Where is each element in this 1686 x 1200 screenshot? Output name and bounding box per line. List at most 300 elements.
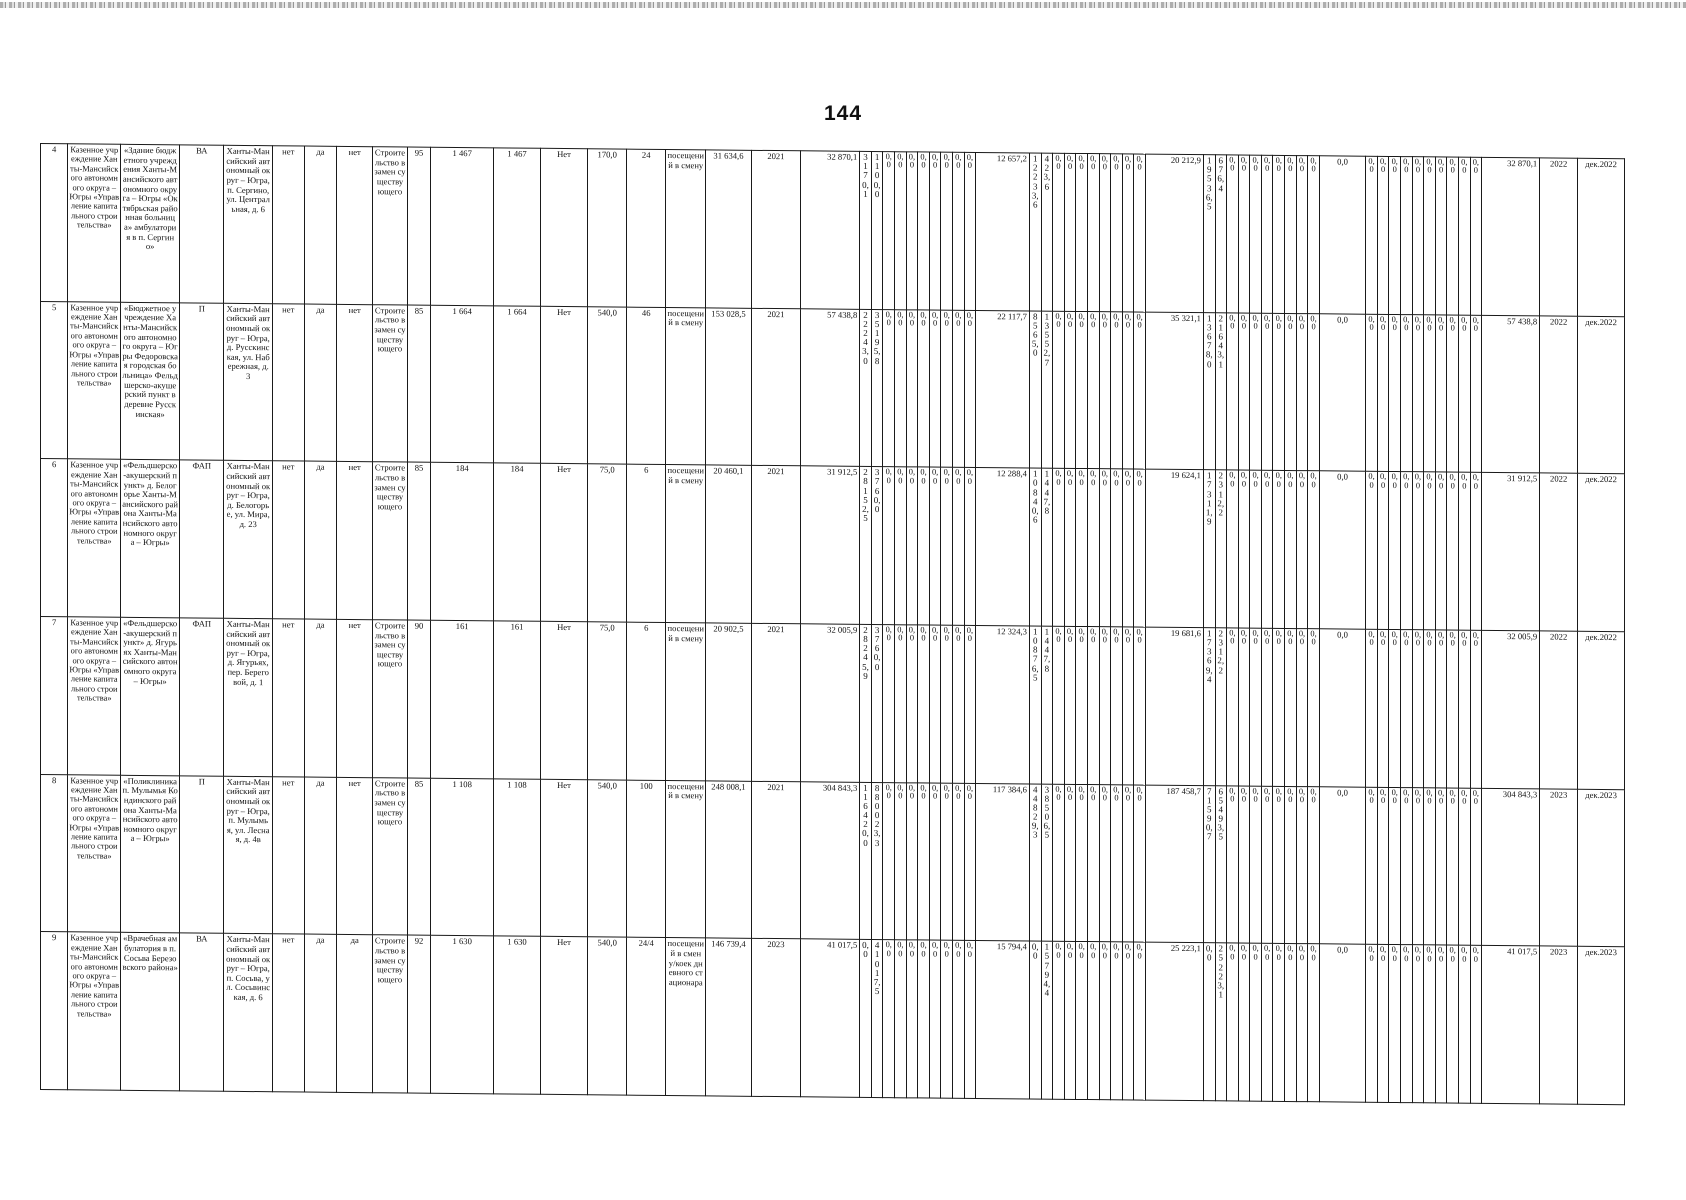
deadline-cell: дек.2022 [1578,158,1625,316]
zero-cell: 0, 0 [1377,787,1389,945]
customer-cell: Казенное учреждение Ханты-Мансийского автономного округа – Югры «Управление капитального строительства» [68,774,121,932]
zero-cell: 0, 0 [1122,469,1134,627]
zero-cell: 0, 0 [1076,942,1088,1100]
year-cell: 2021 [751,150,801,308]
zero-cell: 0, 0 [1470,630,1482,788]
wear-cell: 85 [407,305,430,463]
zero-cell: 0, 0 [1053,153,1065,311]
vertical-value-cell: 3 1 7 0, 1 [860,151,872,309]
zero-cell: 0, 0 [1377,314,1389,472]
zero-cell: 0, 0 [1111,942,1123,1100]
scan-edge [0,2,1686,8]
zero-cell: 0, 0 [1285,155,1297,313]
zero-cell: 0, 0 [953,152,965,310]
zero-cell: 0, 0 [895,625,907,783]
zero-cell: 0, 0 [1401,787,1413,945]
zero-cell: 0, 0 [1087,154,1099,312]
cost-cell: 20 460,1 [706,465,751,623]
wear-cell: 85 [407,462,430,620]
deadline-cell: дек.2023 [1578,789,1625,947]
zero-cell: 0, 0 [1099,942,1111,1100]
zero-cell: 0, 0 [895,467,907,625]
staff-cell: 24/4 [627,937,666,1095]
flag-cell: нет [337,462,373,620]
address-cell: Ханты-Мансийский автономный округ – Югра, д. Белогорье, ул. Мира, д. 23 [224,461,273,619]
zero-cell: 0, 0 [895,782,907,940]
zero-cell: 0, 0 [1377,945,1389,1103]
zero-cell: 0, 0 [1238,313,1250,471]
zero-cell: 0, 0 [1285,944,1297,1102]
vertical-value-cell: 8 5 6 5, 0 [1029,311,1041,469]
zero-total-cell: 0,0 [1319,313,1365,471]
flag-cell: нет [272,619,304,777]
wear-cell: 95 [407,147,430,305]
zero-cell: 0, 0 [1412,787,1424,945]
table-row [41,774,1625,947]
zero-cell: 0, 0 [1435,472,1447,630]
zero-cell: 0, 0 [1389,314,1401,472]
zero-cell: 0, 0 [953,310,965,468]
zero-cell: 0, 0 [1458,157,1470,315]
zero-cell: 0, 0 [1366,314,1378,472]
zero-cell: 0, 0 [1122,154,1134,312]
zero-cell: 0, 0 [1064,469,1076,627]
subtotal-cell: 22 117,7 [976,310,1030,468]
final-total-cell: 41 017,5 [1482,946,1540,1104]
flag-cell: нет [337,619,373,777]
zero-cell: 0, 0 [1064,784,1076,942]
vertical-value-cell: 3 5 1 9 5, 8 [871,309,883,467]
vertical-value-cell: 1 1 6 4 2 0, 0 [860,782,872,940]
work-type-cell: Строительство взамен существующего [373,777,408,935]
capacity-cell: 1 467 [431,147,494,305]
cost-cell: 146 739,4 [706,938,751,1096]
zero-cell: 0, 0 [1064,942,1076,1100]
zero-cell: 0, 0 [1087,784,1099,942]
zero-cell: 0, 0 [906,152,918,310]
zero-cell: 0, 0 [1134,312,1146,470]
vertical-value-cell: 8 8 0 0 2 3, 3 [871,782,883,940]
vertical-value-cell: 6 7 6, 4 [1215,155,1227,313]
object-name-cell: «Здание бюджетного учреждения Ханты-Мансийского автономного округа – Югры «Октябрьская районная больница» амбулатория в п. Сергино» [121,144,180,302]
subtotal-cell: 12 288,4 [976,468,1030,626]
capacity-cell: 1 108 [431,778,494,936]
zero-cell: 0, 0 [1087,942,1099,1100]
zero-cell: 0, 0 [1273,471,1285,629]
zero-cell: 0, 0 [1261,628,1273,786]
vertical-value-cell: 1 0 8 4 0, 6 [1029,468,1041,626]
zero-cell: 0, 0 [918,940,930,1098]
zero-cell: 0, 0 [1424,157,1436,315]
zero-cell: 0, 0 [1296,156,1308,314]
flag-cell: нет [337,777,373,935]
zero-cell: 0, 0 [1366,787,1378,945]
final-total-cell: 32 005,9 [1482,630,1540,788]
zero-cell: 0, 0 [918,152,930,310]
zero-cell: 0, 0 [1435,315,1447,473]
flag-cell: да [304,777,337,935]
object-type-cell: ВА [180,933,224,1091]
zero-cell: 0, 0 [1076,153,1088,311]
vertical-value-cell: 1 3 5 5 2, 7 [1041,311,1053,469]
zero-cell: 0, 0 [1296,313,1308,471]
zero-cell: 0, 0 [1227,628,1239,786]
zero-cell: 0, 0 [1099,154,1111,312]
staff-cell: 100 [627,780,666,938]
zero-cell: 0, 0 [1053,626,1065,784]
zero-cell: 0, 0 [1087,627,1099,785]
zero-cell: 0, 0 [1076,784,1088,942]
zero-cell: 0, 0 [1134,469,1146,627]
customer-cell: Казенное учреждение Ханты-Мансийского автономного округа – Югры «Управление капитального строительства» [68,301,121,459]
zero-cell: 0, 0 [1261,944,1273,1102]
zero-cell: 0, 0 [1389,629,1401,787]
zero-cell: 0, 0 [1366,156,1378,314]
address-cell: Ханты-Мансийский автономный округ – Югра, д. Русскинская, ул. Набережная, д. 3 [224,303,273,461]
zero-cell: 0, 0 [1377,629,1389,787]
zero-cell: 0, 0 [1389,472,1401,630]
zero-cell: 0, 0 [1099,469,1111,627]
wear-cell: 92 [407,935,430,1093]
flag-cell: нет [337,146,373,304]
zero-cell: 0, 0 [1250,786,1262,944]
subtotal-cell: 19 681,6 [1145,627,1203,785]
zero-cell: 0, 0 [1238,470,1250,628]
table-row [41,301,1625,474]
zero-cell: 0, 0 [1447,630,1459,788]
zero-cell: 0, 0 [1261,471,1273,629]
subtotal-cell: 117 384,6 [976,783,1030,941]
zero-cell: 0, 0 [1412,472,1424,630]
zero-cell: 0, 0 [1227,470,1239,628]
zero-cell: 0, 0 [906,625,918,783]
capacity-flag-cell: Нет [540,779,587,937]
zero-cell: 0, 0 [1308,786,1320,944]
zero-cell: 0, 0 [1296,629,1308,787]
zero-cell: 0, 0 [1458,630,1470,788]
table-row [41,144,1625,317]
capacity-cell: 1 630 [431,936,494,1094]
work-type-cell: Строительство взамен существующего [373,620,408,778]
row-number: 4 [41,144,68,302]
table-wrapper [40,143,1625,1105]
zero-cell: 0, 0 [941,152,953,310]
subtotal-cell: 15 794,4 [976,941,1030,1099]
capacity-cell: 1 108 [494,778,540,936]
zero-cell: 0, 0 [1412,314,1424,472]
flag-cell: нет [337,304,373,462]
final-total-cell: 32 870,1 [1482,157,1540,315]
zero-cell: 0, 0 [1122,312,1134,470]
zero-cell: 0, 0 [1285,628,1297,786]
zero-cell: 0, 0 [1273,786,1285,944]
zero-cell: 0, 0 [953,783,965,941]
zero-cell: 0, 0 [941,310,953,468]
zero-cell: 0, 0 [1377,156,1389,314]
capacity-cell: 1 664 [494,306,540,464]
zero-cell: 0, 0 [1366,945,1378,1103]
area-cell: 75,0 [588,622,627,780]
zero-cell: 0, 0 [918,310,930,468]
zero-cell: 0, 0 [1389,787,1401,945]
vertical-value-cell: 1 0 8 7 6, 5 [1029,626,1041,784]
completion-year-cell: 2022 [1540,473,1578,631]
capacity-cell: 184 [431,463,494,621]
zero-cell: 0, 0 [1447,945,1459,1103]
final-total-cell: 304 843,3 [1482,788,1540,946]
zero-cell: 0, 0 [1076,469,1088,627]
completion-year-cell: 2022 [1540,158,1578,316]
vertical-value-cell: 2 8 2 4 5, 9 [860,624,872,782]
zero-cell: 0, 0 [929,467,941,625]
zero-cell: 0, 0 [1087,469,1099,627]
vertical-value-cell: 0, 0 [1029,941,1041,1099]
zero-cell: 0, 0 [1053,942,1065,1100]
zero-cell: 0, 0 [929,625,941,783]
cost-cell: 248 008,1 [706,781,751,939]
total-cell: 32 870,1 [801,151,860,309]
zero-cell: 0, 0 [1401,945,1413,1103]
vertical-value-cell: 1 5 7 9 4, 4 [1041,941,1053,1099]
customer-cell: Казенное учреждение Ханты-Мансийского автономного округа – Югры «Управление капитального строительства» [68,459,121,617]
flag-cell: нет [272,303,304,461]
area-cell: 540,0 [588,779,627,937]
unit-cell: посещений в смену [666,622,706,780]
cost-cell: 31 634,6 [706,150,751,308]
zero-cell: 0, 0 [918,783,930,941]
zero-cell: 0, 0 [1401,630,1413,788]
vertical-value-cell: 3 8 5 0 6, 5 [1041,784,1053,942]
staff-cell: 24 [627,149,666,307]
zero-cell: 0, 0 [1273,155,1285,313]
zero-cell: 0, 0 [1470,946,1482,1104]
zero-cell: 0, 0 [941,940,953,1098]
zero-cell: 0, 0 [1238,786,1250,944]
flag-cell: да [304,934,337,1092]
year-cell: 2021 [751,466,801,624]
zero-cell: 0, 0 [1401,314,1413,472]
object-name-cell: «Поликлиника п. Мулымья Кондинского района Ханты-Мансийского автономного округа – Югры» [121,775,180,933]
object-type-cell: П [180,775,224,933]
area-cell: 540,0 [588,937,627,1095]
vertical-value-cell: 7 1 5 9 0, 7 [1203,785,1215,943]
staff-cell: 6 [627,464,666,622]
capacity-flag-cell: Нет [540,464,587,622]
zero-cell: 0, 0 [1308,156,1320,314]
completion-year-cell: 2022 [1540,631,1578,789]
table-row [41,459,1625,632]
zero-cell: 0, 0 [1401,157,1413,315]
total-cell: 31 912,5 [801,466,860,624]
cost-cell: 153 028,5 [706,308,751,466]
deadline-cell: дек.2023 [1578,947,1625,1105]
zero-cell: 0, 0 [1435,945,1447,1103]
zero-cell: 0, 0 [1470,788,1482,946]
vertical-value-cell: 4 1 0 1 7, 5 [871,940,883,1098]
subtotal-cell: 12 657,2 [976,152,1030,310]
zero-cell: 0, 0 [1366,472,1378,630]
zero-cell: 0, 0 [953,468,965,626]
zero-cell: 0, 0 [1435,157,1447,315]
zero-cell: 0, 0 [941,625,953,783]
row-number: 5 [41,301,68,459]
customer-cell: Казенное учреждение Ханты-Мансийского автономного округа – Югры «Управление капитального строительства» [68,144,121,302]
deadline-cell: дек.2022 [1578,474,1625,632]
unit-cell: посещений в смену [666,465,706,623]
zero-cell: 0, 0 [883,940,895,1098]
zero-cell: 0, 0 [1064,153,1076,311]
zero-cell: 0, 0 [1238,628,1250,786]
vertical-value-cell: 1 1 0 0, 0 [871,151,883,309]
vertical-value-cell: 2 5 2 2 3, 1 [1215,943,1227,1101]
flag-cell: нет [272,146,304,304]
zero-cell: 0, 0 [1250,470,1262,628]
zero-cell: 0, 0 [1134,942,1146,1100]
zero-cell: 0, 0 [1412,157,1424,315]
vertical-value-cell: 1 4 4 7, 8 [1041,468,1053,626]
zero-cell: 0, 0 [1458,472,1470,630]
deadline-cell: дек.2022 [1578,631,1625,789]
zero-cell: 0, 0 [1285,471,1297,629]
object-type-cell: ВА [180,145,224,303]
zero-cell: 0, 0 [1424,945,1436,1103]
staff-cell: 6 [627,622,666,780]
vertical-value-cell: 2 1 6 4 3, 1 [1215,312,1227,470]
capacity-flag-cell: Нет [540,148,587,306]
zero-cell: 0, 0 [883,152,895,310]
subtotal-cell: 19 624,1 [1145,469,1203,627]
total-cell: 32 005,9 [801,624,860,782]
work-type-cell: Строительство взамен существующего [373,935,408,1093]
vertical-value-cell: 3 7 6 0, 0 [871,624,883,782]
subtotal-cell: 25 223,1 [1145,942,1203,1100]
deadline-cell: дек.2022 [1578,316,1625,474]
zero-cell: 0, 0 [1470,473,1482,631]
zero-cell: 0, 0 [1447,472,1459,630]
completion-year-cell: 2023 [1540,789,1578,947]
vertical-value-cell: 3 7 6 0, 0 [871,467,883,625]
address-cell: Ханты-Мансийский автономный округ – Югра, д. Ягурьях, пер. Береговой, д. 1 [224,618,273,776]
zero-cell: 0, 0 [1134,627,1146,785]
zero-cell: 0, 0 [1238,155,1250,313]
zero-cell: 0, 0 [1261,155,1273,313]
zero-cell: 0, 0 [1412,945,1424,1103]
vertical-value-cell: 2 3 1 2, 2 [1215,470,1227,628]
final-total-cell: 57 438,8 [1482,315,1540,473]
capacity-cell: 1 664 [431,305,494,463]
vertical-value-cell: 1 9 5 3 6, 5 [1203,155,1215,313]
vertical-value-cell: 0, 0 [860,940,872,1098]
zero-cell: 0, 0 [1424,787,1436,945]
zero-cell: 0, 0 [929,152,941,310]
zero-cell: 0, 0 [953,941,965,1099]
zero-cell: 0, 0 [1053,784,1065,942]
zero-cell: 0, 0 [1458,315,1470,473]
zero-cell: 0, 0 [1447,315,1459,473]
subtotal-cell: 20 212,9 [1145,154,1203,312]
address-cell: Ханты-Мансийский автономный округ – Югра, п. Сосьва, ул. Сосьвинская, д. 6 [224,934,273,1092]
zero-cell: 0, 0 [1122,785,1134,943]
total-cell: 304 843,3 [801,781,860,939]
zero-cell: 0, 0 [895,940,907,1098]
object-name-cell: «Врачебная амбулатория в п. Сосьва Березовского района» [121,933,180,1091]
zero-cell: 0, 0 [1273,628,1285,786]
year-cell: 2021 [751,623,801,781]
flag-cell: да [304,304,337,462]
zero-cell: 0, 0 [1401,472,1413,630]
zero-cell: 0, 0 [1099,784,1111,942]
zero-total-cell: 0,0 [1319,156,1365,314]
unit-cell: посещений в смену [666,780,706,938]
zero-cell: 0, 0 [1111,154,1123,312]
zero-cell: 0, 0 [1250,628,1262,786]
address-cell: Ханты-Мансийский автономный округ – Югра, п. Сергино, ул. Центральная, д. 6 [224,145,273,303]
zero-cell: 0, 0 [1435,788,1447,946]
zero-total-cell: 0,0 [1319,786,1365,944]
wear-cell: 90 [407,620,430,778]
vertical-value-cell: 2 3 1 2, 2 [1215,628,1227,786]
unit-cell: посещений в смену/коек дневного стационара [666,938,706,1096]
zero-cell: 0, 0 [941,467,953,625]
zero-cell: 0, 0 [964,625,976,783]
area-cell: 540,0 [588,306,627,464]
flag-cell: нет [272,461,304,619]
vertical-value-cell: 4 4 8 2 9, 3 [1029,784,1041,942]
zero-total-cell: 0,0 [1319,944,1365,1102]
subtotal-cell: 35 321,1 [1145,312,1203,470]
zero-cell: 0, 0 [1261,313,1273,471]
zero-cell: 0, 0 [906,782,918,940]
flag-cell: да [337,935,373,1093]
zero-cell: 0, 0 [1111,311,1123,469]
zero-cell: 0, 0 [1250,313,1262,471]
zero-cell: 0, 0 [895,309,907,467]
zero-cell: 0, 0 [1053,311,1065,469]
vertical-value-cell: 1 2 2 3 3, 6 [1029,153,1041,311]
zero-cell: 0, 0 [1134,785,1146,943]
zero-cell: 0, 0 [1296,471,1308,629]
capacity-cell: 184 [494,463,540,621]
zero-cell: 0, 0 [1458,945,1470,1103]
subtotal-cell: 12 324,3 [976,625,1030,783]
zero-cell: 0, 0 [1285,786,1297,944]
vertical-value-cell: 4 2 3, 6 [1041,153,1053,311]
zero-cell: 0, 0 [1296,944,1308,1102]
year-cell: 2023 [751,939,801,1097]
zero-cell: 0, 0 [906,467,918,625]
capacity-cell: 161 [431,620,494,778]
zero-cell: 0, 0 [964,152,976,310]
zero-cell: 0, 0 [1227,786,1239,944]
row-number: 7 [41,616,68,774]
zero-cell: 0, 0 [953,625,965,783]
capacity-cell: 1 630 [494,936,540,1094]
zero-cell: 0, 0 [1122,942,1134,1100]
zero-cell: 0, 0 [964,468,976,626]
zero-cell: 0, 0 [906,309,918,467]
object-type-cell: ФАП [180,618,224,776]
work-type-cell: Строительство взамен существующего [373,304,408,462]
unit-cell: посещений в смену [666,150,706,308]
zero-cell: 0, 0 [1238,943,1250,1101]
zero-cell: 0, 0 [1366,629,1378,787]
row-number: 6 [41,459,68,617]
zero-cell: 0, 0 [1053,469,1065,627]
zero-cell: 0, 0 [1273,944,1285,1102]
object-type-cell: П [180,302,224,460]
unit-cell: посещений в смену [666,307,706,465]
total-cell: 41 017,5 [801,939,860,1097]
